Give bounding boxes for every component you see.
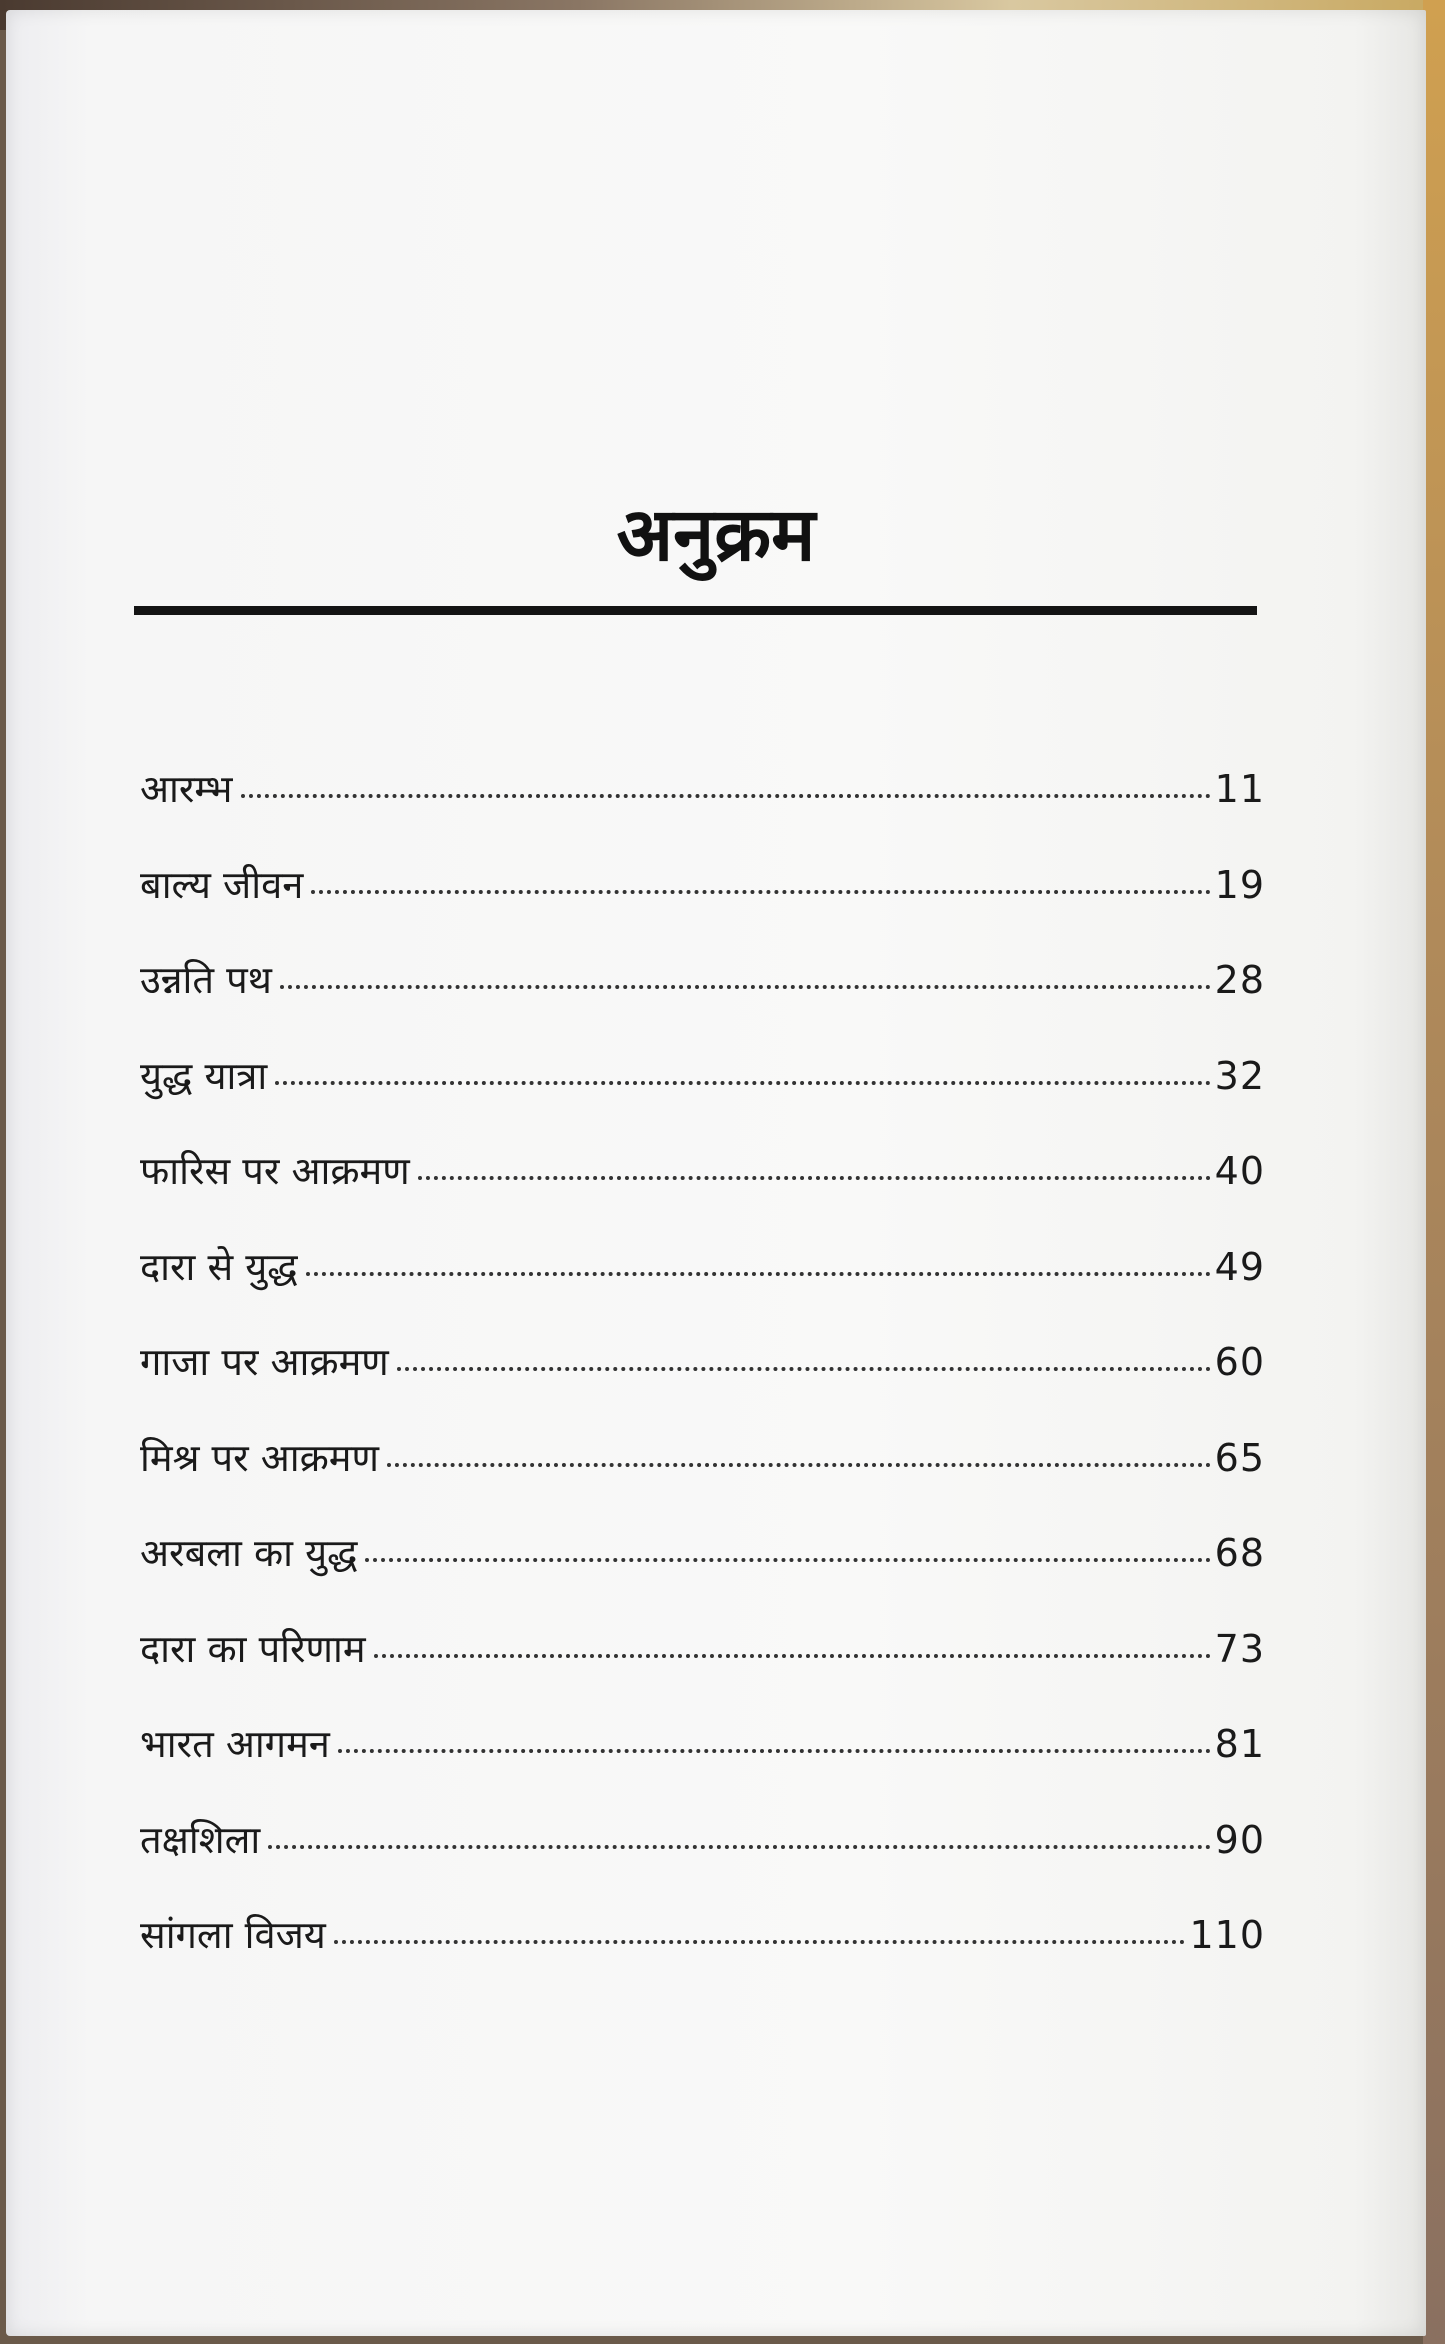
toc-entry[interactable]: [140, 1220, 1265, 1316]
toc-entry-page: 60: [1214, 1340, 1265, 1384]
toc-entry-label: दारा का परिणाम: [140, 1626, 366, 1671]
toc-entry-page: 32: [1214, 1053, 1265, 1098]
toc-entry-page: 81: [1214, 1722, 1265, 1766]
toc-leader-dots: [275, 1081, 1210, 1085]
table-of-contents: [140, 742, 1265, 1984]
toc-entry-label: अरबला का युद्ध: [140, 1531, 358, 1575]
book-page: [6, 10, 1426, 2336]
toc-leader-dots: [338, 1749, 1211, 1753]
toc-leader-dots: [387, 1463, 1211, 1467]
toc-entry[interactable]: [140, 1697, 1265, 1793]
toc-entry[interactable]: [140, 1793, 1265, 1889]
toc-entry-label: गाजा पर आक्रमण: [140, 1340, 389, 1384]
toc-entry-page: 110: [1189, 1913, 1265, 1957]
toc-entry[interactable]: [140, 933, 1265, 1029]
toc-entry-label: मिश्र पर आक्रमण: [140, 1435, 379, 1480]
toc-entry[interactable]: [140, 838, 1265, 934]
toc-entry-label: दारा से युद्ध: [140, 1244, 298, 1289]
toc-entry-label: बाल्य जीवन: [140, 862, 304, 907]
toc-entry-label: तक्षशिला: [140, 1817, 261, 1862]
toc-entry[interactable]: [140, 1411, 1265, 1507]
toc-entry[interactable]: [140, 1602, 1265, 1698]
toc-entry-page: 40: [1214, 1149, 1265, 1193]
toc-leader-dots: [334, 1940, 1186, 1944]
toc-leader-dots: [280, 985, 1211, 989]
toc-entry[interactable]: [140, 1029, 1265, 1125]
toc-entry-page: 90: [1214, 1817, 1265, 1862]
backdrop-right: [1423, 0, 1445, 2344]
toc-entry-page: 19: [1214, 862, 1265, 907]
toc-entry-page: 49: [1214, 1244, 1265, 1289]
toc-leader-dots: [418, 1176, 1211, 1180]
toc-entry-page: 65: [1214, 1435, 1265, 1480]
toc-entry[interactable]: [140, 1506, 1265, 1602]
toc-entry-page: 73: [1214, 1626, 1265, 1671]
toc-entry[interactable]: [140, 1315, 1265, 1411]
toc-leader-dots: [268, 1845, 1210, 1849]
toc-leader-dots: [241, 794, 1211, 798]
toc-entry[interactable]: [140, 1888, 1265, 1984]
toc-leader-dots: [374, 1654, 1211, 1658]
toc-leader-dots: [311, 890, 1210, 894]
toc-entry-label: सांगला विजय: [140, 1913, 326, 1957]
toc-entry-page: 68: [1214, 1531, 1265, 1575]
toc-leader-dots: [306, 1272, 1211, 1276]
toc-entry-label: उन्नति पथ: [140, 958, 272, 1002]
toc-leader-dots: [365, 1558, 1210, 1562]
toc-entry-label: फारिस पर आक्रमण: [140, 1149, 410, 1193]
toc-entry-page: 28: [1214, 958, 1265, 1002]
toc-entry-page: 11: [1214, 767, 1265, 811]
toc-entry-label: युद्ध यात्रा: [140, 1053, 268, 1098]
page-title: अनुक्रम: [616, 492, 816, 578]
toc-entry[interactable]: [140, 742, 1265, 838]
toc-entry-label: भारत आगमन: [140, 1722, 330, 1766]
title-underline: [134, 606, 1257, 615]
toc-entry[interactable]: [140, 1124, 1265, 1220]
toc-entry-label: आरम्भ: [140, 767, 233, 811]
toc-leader-dots: [397, 1367, 1211, 1371]
